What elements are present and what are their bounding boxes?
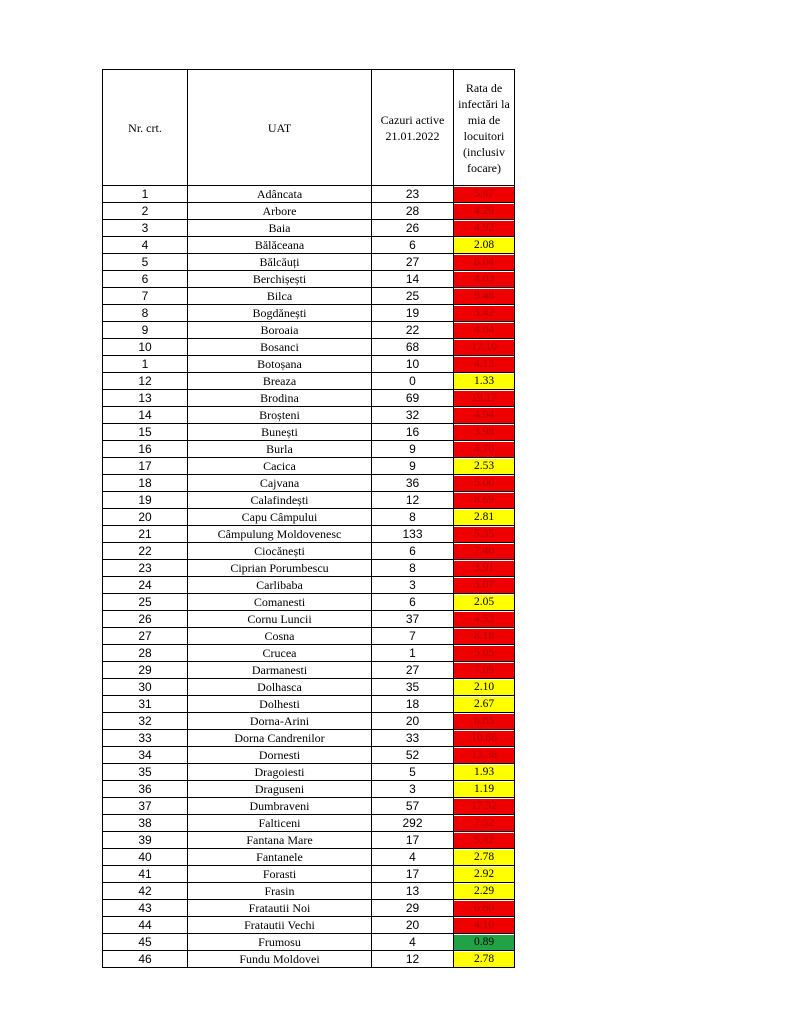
infection-rate-cell <box>454 594 515 611</box>
infection-rate-value: 4.10 <box>454 918 514 933</box>
active-cases: 3 <box>372 781 454 798</box>
table-row <box>103 815 515 832</box>
uat-name: Dolhasca <box>188 679 372 696</box>
active-cases: 6 <box>372 543 454 560</box>
active-cases: 12 <box>372 492 454 509</box>
row-number: 7 <box>103 288 188 305</box>
infection-rate-cell <box>454 577 515 594</box>
row-number: 13 <box>103 390 188 407</box>
infection-rate-cell <box>454 526 515 543</box>
table-row <box>103 798 515 815</box>
row-number: 41 <box>103 866 188 883</box>
active-cases: 17 <box>372 866 454 883</box>
infection-rate-value: 2.78 <box>454 952 514 967</box>
row-number: 21 <box>103 526 188 543</box>
table-row <box>103 832 515 849</box>
table-row <box>103 441 515 458</box>
infection-rate-value: 13.38 <box>454 748 514 763</box>
infection-rate-value: 3.42 <box>454 306 514 321</box>
uat-infection-table <box>102 69 515 968</box>
active-cases: 4 <box>372 934 454 951</box>
uat-name: Falticeni <box>188 815 372 832</box>
infection-rate-cell <box>454 509 515 526</box>
table-row <box>103 747 515 764</box>
uat-name: Ciprian Porumbescu <box>188 560 372 577</box>
infection-rate-value: 2.10 <box>454 680 514 695</box>
table-row <box>103 322 515 339</box>
row-number: 42 <box>103 883 188 900</box>
infection-rate-value: 2.08 <box>454 238 514 253</box>
row-number: 17 <box>103 458 188 475</box>
active-cases: 20 <box>372 917 454 934</box>
active-cases: 32 <box>372 407 454 424</box>
uat-name: Draguseni <box>188 781 372 798</box>
infection-rate-value: 3.07 <box>454 578 514 593</box>
infection-rate-value: 5.00 <box>454 476 514 491</box>
infection-rate-value: 2.81 <box>454 510 514 525</box>
active-cases: 27 <box>372 254 454 271</box>
row-number: 29 <box>103 662 188 679</box>
uat-name: Berchișești <box>188 271 372 288</box>
row-number: 1 <box>103 186 188 203</box>
active-cases: 29 <box>372 900 454 917</box>
infection-rate-value: 4.70 <box>454 442 514 457</box>
infection-rate-cell <box>454 560 515 577</box>
infection-rate-cell <box>454 543 515 560</box>
row-number: 38 <box>103 815 188 832</box>
infection-rate-cell <box>454 934 515 951</box>
infection-rate-value: 3.98 <box>454 425 514 440</box>
header-rate: Rata de infectări la mia de locuitori (inclusiv focare) <box>454 70 515 186</box>
uat-name: Dornesti <box>188 747 372 764</box>
table-row <box>103 611 515 628</box>
infection-rate-cell <box>454 764 515 781</box>
active-cases: 4 <box>372 849 454 866</box>
row-number: 6 <box>103 271 188 288</box>
infection-rate-cell <box>454 917 515 934</box>
infection-rate-value: 2.05 <box>454 595 514 610</box>
uat-name: Forasti <box>188 866 372 883</box>
table-row <box>103 883 515 900</box>
row-number: 34 <box>103 747 188 764</box>
table-header <box>103 70 515 186</box>
table-row <box>103 254 515 271</box>
active-cases: 19 <box>372 305 454 322</box>
table-row <box>103 305 515 322</box>
uat-name: Bălăceana <box>188 237 372 254</box>
active-cases: 7 <box>372 628 454 645</box>
infection-rate-cell <box>454 186 515 203</box>
row-number: 22 <box>103 543 188 560</box>
uat-name: Baia <box>188 220 372 237</box>
infection-rate-cell <box>454 832 515 849</box>
active-cases: 9 <box>372 458 454 475</box>
infection-rate-value: 6.80 <box>454 901 514 916</box>
table-body <box>103 186 515 968</box>
row-number: 39 <box>103 832 188 849</box>
infection-rate-value: 4.53 <box>454 612 514 627</box>
uat-name: Arbore <box>188 203 372 220</box>
active-cases: 6 <box>372 594 454 611</box>
table-row <box>103 679 515 696</box>
infection-rate-cell <box>454 203 515 220</box>
row-number: 36 <box>103 781 188 798</box>
table-row <box>103 560 515 577</box>
table-row <box>103 458 515 475</box>
row-number: 3 <box>103 220 188 237</box>
infection-rate-value: 2.53 <box>454 459 514 474</box>
table-row <box>103 186 515 203</box>
infection-rate-value: 4.94 <box>454 408 514 423</box>
row-number: 23 <box>103 560 188 577</box>
row-number: 27 <box>103 628 188 645</box>
uat-name: Bilca <box>188 288 372 305</box>
uat-name: Frasin <box>188 883 372 900</box>
row-number: 5 <box>103 254 188 271</box>
uat-name: Comanesti <box>188 594 372 611</box>
active-cases: 6 <box>372 237 454 254</box>
infection-rate-cell <box>454 271 515 288</box>
table-row <box>103 594 515 611</box>
row-number: 19 <box>103 492 188 509</box>
active-cases: 5 <box>372 764 454 781</box>
infection-rate-value: 4.03 <box>454 272 514 287</box>
active-cases: 57 <box>372 798 454 815</box>
infection-rate-value: 8.04 <box>454 255 514 270</box>
row-number: 9 <box>103 322 188 339</box>
table-row <box>103 951 515 968</box>
table-row <box>103 339 515 356</box>
table-row <box>103 407 515 424</box>
active-cases: 133 <box>372 526 454 543</box>
infection-rate-value: 5.42 <box>454 833 514 848</box>
active-cases: 28 <box>372 203 454 220</box>
infection-rate-cell <box>454 237 515 254</box>
active-cases: 13 <box>372 883 454 900</box>
uat-name: Cosna <box>188 628 372 645</box>
header-uat: UAT <box>188 70 372 186</box>
active-cases: 18 <box>372 696 454 713</box>
table-row <box>103 288 515 305</box>
header-nr: Nr. crt. <box>103 70 188 186</box>
infection-rate-cell <box>454 815 515 832</box>
infection-rate-cell <box>454 696 515 713</box>
infection-rate-cell <box>454 645 515 662</box>
infection-rate-cell <box>454 441 515 458</box>
active-cases: 10 <box>372 356 454 373</box>
active-cases: 20 <box>372 713 454 730</box>
uat-name: Cajvana <box>188 475 372 492</box>
table-row <box>103 373 515 390</box>
active-cases: 12 <box>372 951 454 968</box>
table-row <box>103 526 515 543</box>
row-number: 25 <box>103 594 188 611</box>
table-row <box>103 220 515 237</box>
header-row <box>103 70 515 186</box>
infection-rate-value: 4.29 <box>454 204 514 219</box>
table-row <box>103 696 515 713</box>
active-cases: 9 <box>372 441 454 458</box>
table-row <box>103 866 515 883</box>
row-number: 33 <box>103 730 188 747</box>
table-row <box>103 713 515 730</box>
table-row <box>103 543 515 560</box>
row-number: 12 <box>103 373 188 390</box>
row-number: 20 <box>103 509 188 526</box>
uat-name: Bălcăuți <box>188 254 372 271</box>
active-cases: 8 <box>372 509 454 526</box>
infection-rate-cell <box>454 900 515 917</box>
table-row <box>103 934 515 951</box>
uat-name: Burla <box>188 441 372 458</box>
table-row <box>103 781 515 798</box>
active-cases: 16 <box>372 424 454 441</box>
uat-name: Frumosu <box>188 934 372 951</box>
row-number: 46 <box>103 951 188 968</box>
table-row <box>103 509 515 526</box>
active-cases: 23 <box>372 186 454 203</box>
infection-rate-cell <box>454 747 515 764</box>
uat-name: Breaza <box>188 373 372 390</box>
infection-rate-value: 2.67 <box>454 697 514 712</box>
infection-rate-value: 0.89 <box>454 935 514 950</box>
uat-name: Fratautii Vechi <box>188 917 372 934</box>
infection-rate-cell <box>454 458 515 475</box>
infection-rate-value: 2.29 <box>454 884 514 899</box>
uat-name: Fundu Moldovei <box>188 951 372 968</box>
row-number: 35 <box>103 764 188 781</box>
uat-name: Carlibaba <box>188 577 372 594</box>
table-row <box>103 424 515 441</box>
infection-rate-cell <box>454 798 515 815</box>
infection-rate-value: 5.05 <box>454 646 514 661</box>
infection-rate-cell <box>454 866 515 883</box>
table-row <box>103 271 515 288</box>
row-number: 31 <box>103 696 188 713</box>
uat-name: Capu Câmpului <box>188 509 372 526</box>
table-row <box>103 237 515 254</box>
active-cases: 0 <box>372 373 454 390</box>
uat-name: Fantanele <box>188 849 372 866</box>
infection-rate-value: 7.52 <box>454 816 514 831</box>
active-cases: 8 <box>372 560 454 577</box>
row-number: 24 <box>103 577 188 594</box>
uat-name: Adâncata <box>188 186 372 203</box>
infection-rate-cell <box>454 492 515 509</box>
uat-name: Dragoiesti <box>188 764 372 781</box>
infection-rate-cell <box>454 951 515 968</box>
infection-rate-value: 9.48 <box>454 289 514 304</box>
uat-name: Dolhesti <box>188 696 372 713</box>
uat-name: Boroaia <box>188 322 372 339</box>
active-cases: 69 <box>372 390 454 407</box>
row-number: 30 <box>103 679 188 696</box>
uat-name: Cornu Luncii <box>188 611 372 628</box>
uat-name: Darmanesti <box>188 662 372 679</box>
table-row <box>103 662 515 679</box>
row-number: 26 <box>103 611 188 628</box>
infection-rate-value: 17.32 <box>454 799 514 814</box>
uat-name: Ciocănești <box>188 543 372 560</box>
active-cases: 26 <box>372 220 454 237</box>
row-number: 8 <box>103 305 188 322</box>
active-cases: 22 <box>372 322 454 339</box>
table-row <box>103 203 515 220</box>
uat-name: Cacica <box>188 458 372 475</box>
row-number: 16 <box>103 441 188 458</box>
infection-rate-cell <box>454 849 515 866</box>
uat-name: Broșteni <box>188 407 372 424</box>
uat-name: Dumbraveni <box>188 798 372 815</box>
table-row <box>103 628 515 645</box>
infection-rate-value: 8.69 <box>454 493 514 508</box>
table-row <box>103 917 515 934</box>
infection-rate-value: 1.19 <box>454 782 514 797</box>
row-number: 28 <box>103 645 188 662</box>
infection-rate-value: 3.91 <box>454 561 514 576</box>
active-cases: 52 <box>372 747 454 764</box>
infection-rate-cell <box>454 424 515 441</box>
infection-rate-cell <box>454 407 515 424</box>
active-cases: 3 <box>372 577 454 594</box>
row-number: 44 <box>103 917 188 934</box>
row-number: 37 <box>103 798 188 815</box>
uat-name: Fratautii Noi <box>188 900 372 917</box>
infection-rate-value: 2.92 <box>454 867 514 882</box>
table-row <box>103 390 515 407</box>
uat-name: Câmpulung Moldovenesc <box>188 526 372 543</box>
infection-rate-cell <box>454 254 515 271</box>
active-cases: 14 <box>372 271 454 288</box>
active-cases: 68 <box>372 339 454 356</box>
infection-rate-cell <box>454 339 515 356</box>
active-cases: 27 <box>372 662 454 679</box>
infection-rate-cell <box>454 356 515 373</box>
active-cases: 292 <box>372 815 454 832</box>
infection-rate-value: 1.93 <box>454 765 514 780</box>
infection-rate-cell <box>454 713 515 730</box>
infection-rate-value: 4.04 <box>454 323 514 338</box>
active-cases: 25 <box>372 288 454 305</box>
uat-name: Dorna Candrenilor <box>188 730 372 747</box>
table-row <box>103 764 515 781</box>
infection-rate-cell <box>454 373 515 390</box>
row-number: 45 <box>103 934 188 951</box>
infection-rate-cell <box>454 781 515 798</box>
row-number: 4 <box>103 237 188 254</box>
row-number: 1 <box>103 356 188 373</box>
row-number: 18 <box>103 475 188 492</box>
infection-rate-cell <box>454 679 515 696</box>
infection-rate-cell <box>454 288 515 305</box>
active-cases: 33 <box>372 730 454 747</box>
row-number: 2 <box>103 203 188 220</box>
infection-rate-cell <box>454 390 515 407</box>
table-row <box>103 730 515 747</box>
uat-name: Bunești <box>188 424 372 441</box>
infection-rate-cell <box>454 662 515 679</box>
uat-name: Dorna-Arini <box>188 713 372 730</box>
infection-rate-cell <box>454 475 515 492</box>
active-cases: 37 <box>372 611 454 628</box>
table-row <box>103 645 515 662</box>
table-row <box>103 475 515 492</box>
uat-name: Brodina <box>188 390 372 407</box>
infection-rate-cell <box>454 628 515 645</box>
table-row <box>103 849 515 866</box>
uat-name: Calafindești <box>188 492 372 509</box>
row-number: 10 <box>103 339 188 356</box>
row-number: 43 <box>103 900 188 917</box>
table-row <box>103 577 515 594</box>
infection-rate-cell <box>454 322 515 339</box>
infection-rate-value: 2.78 <box>454 850 514 865</box>
active-cases: 17 <box>372 832 454 849</box>
infection-rate-value: 17.10 <box>454 340 514 355</box>
row-number: 14 <box>103 407 188 424</box>
row-number: 40 <box>103 849 188 866</box>
infection-rate-cell <box>454 220 515 237</box>
table-row <box>103 356 515 373</box>
infection-rate-cell <box>454 883 515 900</box>
active-cases: 35 <box>372 679 454 696</box>
uat-name: Botoșana <box>188 356 372 373</box>
infection-rate-value: 4.13 <box>454 357 514 372</box>
row-number: 15 <box>103 424 188 441</box>
infection-rate-value: 5.35 <box>454 527 514 542</box>
infection-rate-value: 7.40 <box>454 544 514 559</box>
active-cases: 36 <box>372 475 454 492</box>
infection-rate-value: 4.92 <box>454 221 514 236</box>
uat-name: Crucea <box>188 645 372 662</box>
infection-rate-value: 10.86 <box>454 731 514 746</box>
uat-name: Bosanci <box>188 339 372 356</box>
infection-rate-value: 5.47 <box>454 187 514 202</box>
infection-rate-cell <box>454 611 515 628</box>
uat-name: Bogdănești <box>188 305 372 322</box>
row-number: 32 <box>103 713 188 730</box>
infection-rate-value: 8.18 <box>454 629 514 644</box>
infection-rate-value: 19.17 <box>454 391 514 406</box>
table-row <box>103 900 515 917</box>
infection-rate-value: 6.85 <box>454 714 514 729</box>
infection-rate-value: 1.33 <box>454 374 514 389</box>
header-cases: Cazuri active 21.01.2022 <box>372 70 454 186</box>
infection-rate-value: 7.09 <box>454 663 514 678</box>
table-row <box>103 492 515 509</box>
uat-name: Fantana Mare <box>188 832 372 849</box>
infection-rate-cell <box>454 730 515 747</box>
active-cases: 1 <box>372 645 454 662</box>
infection-rate-cell <box>454 305 515 322</box>
